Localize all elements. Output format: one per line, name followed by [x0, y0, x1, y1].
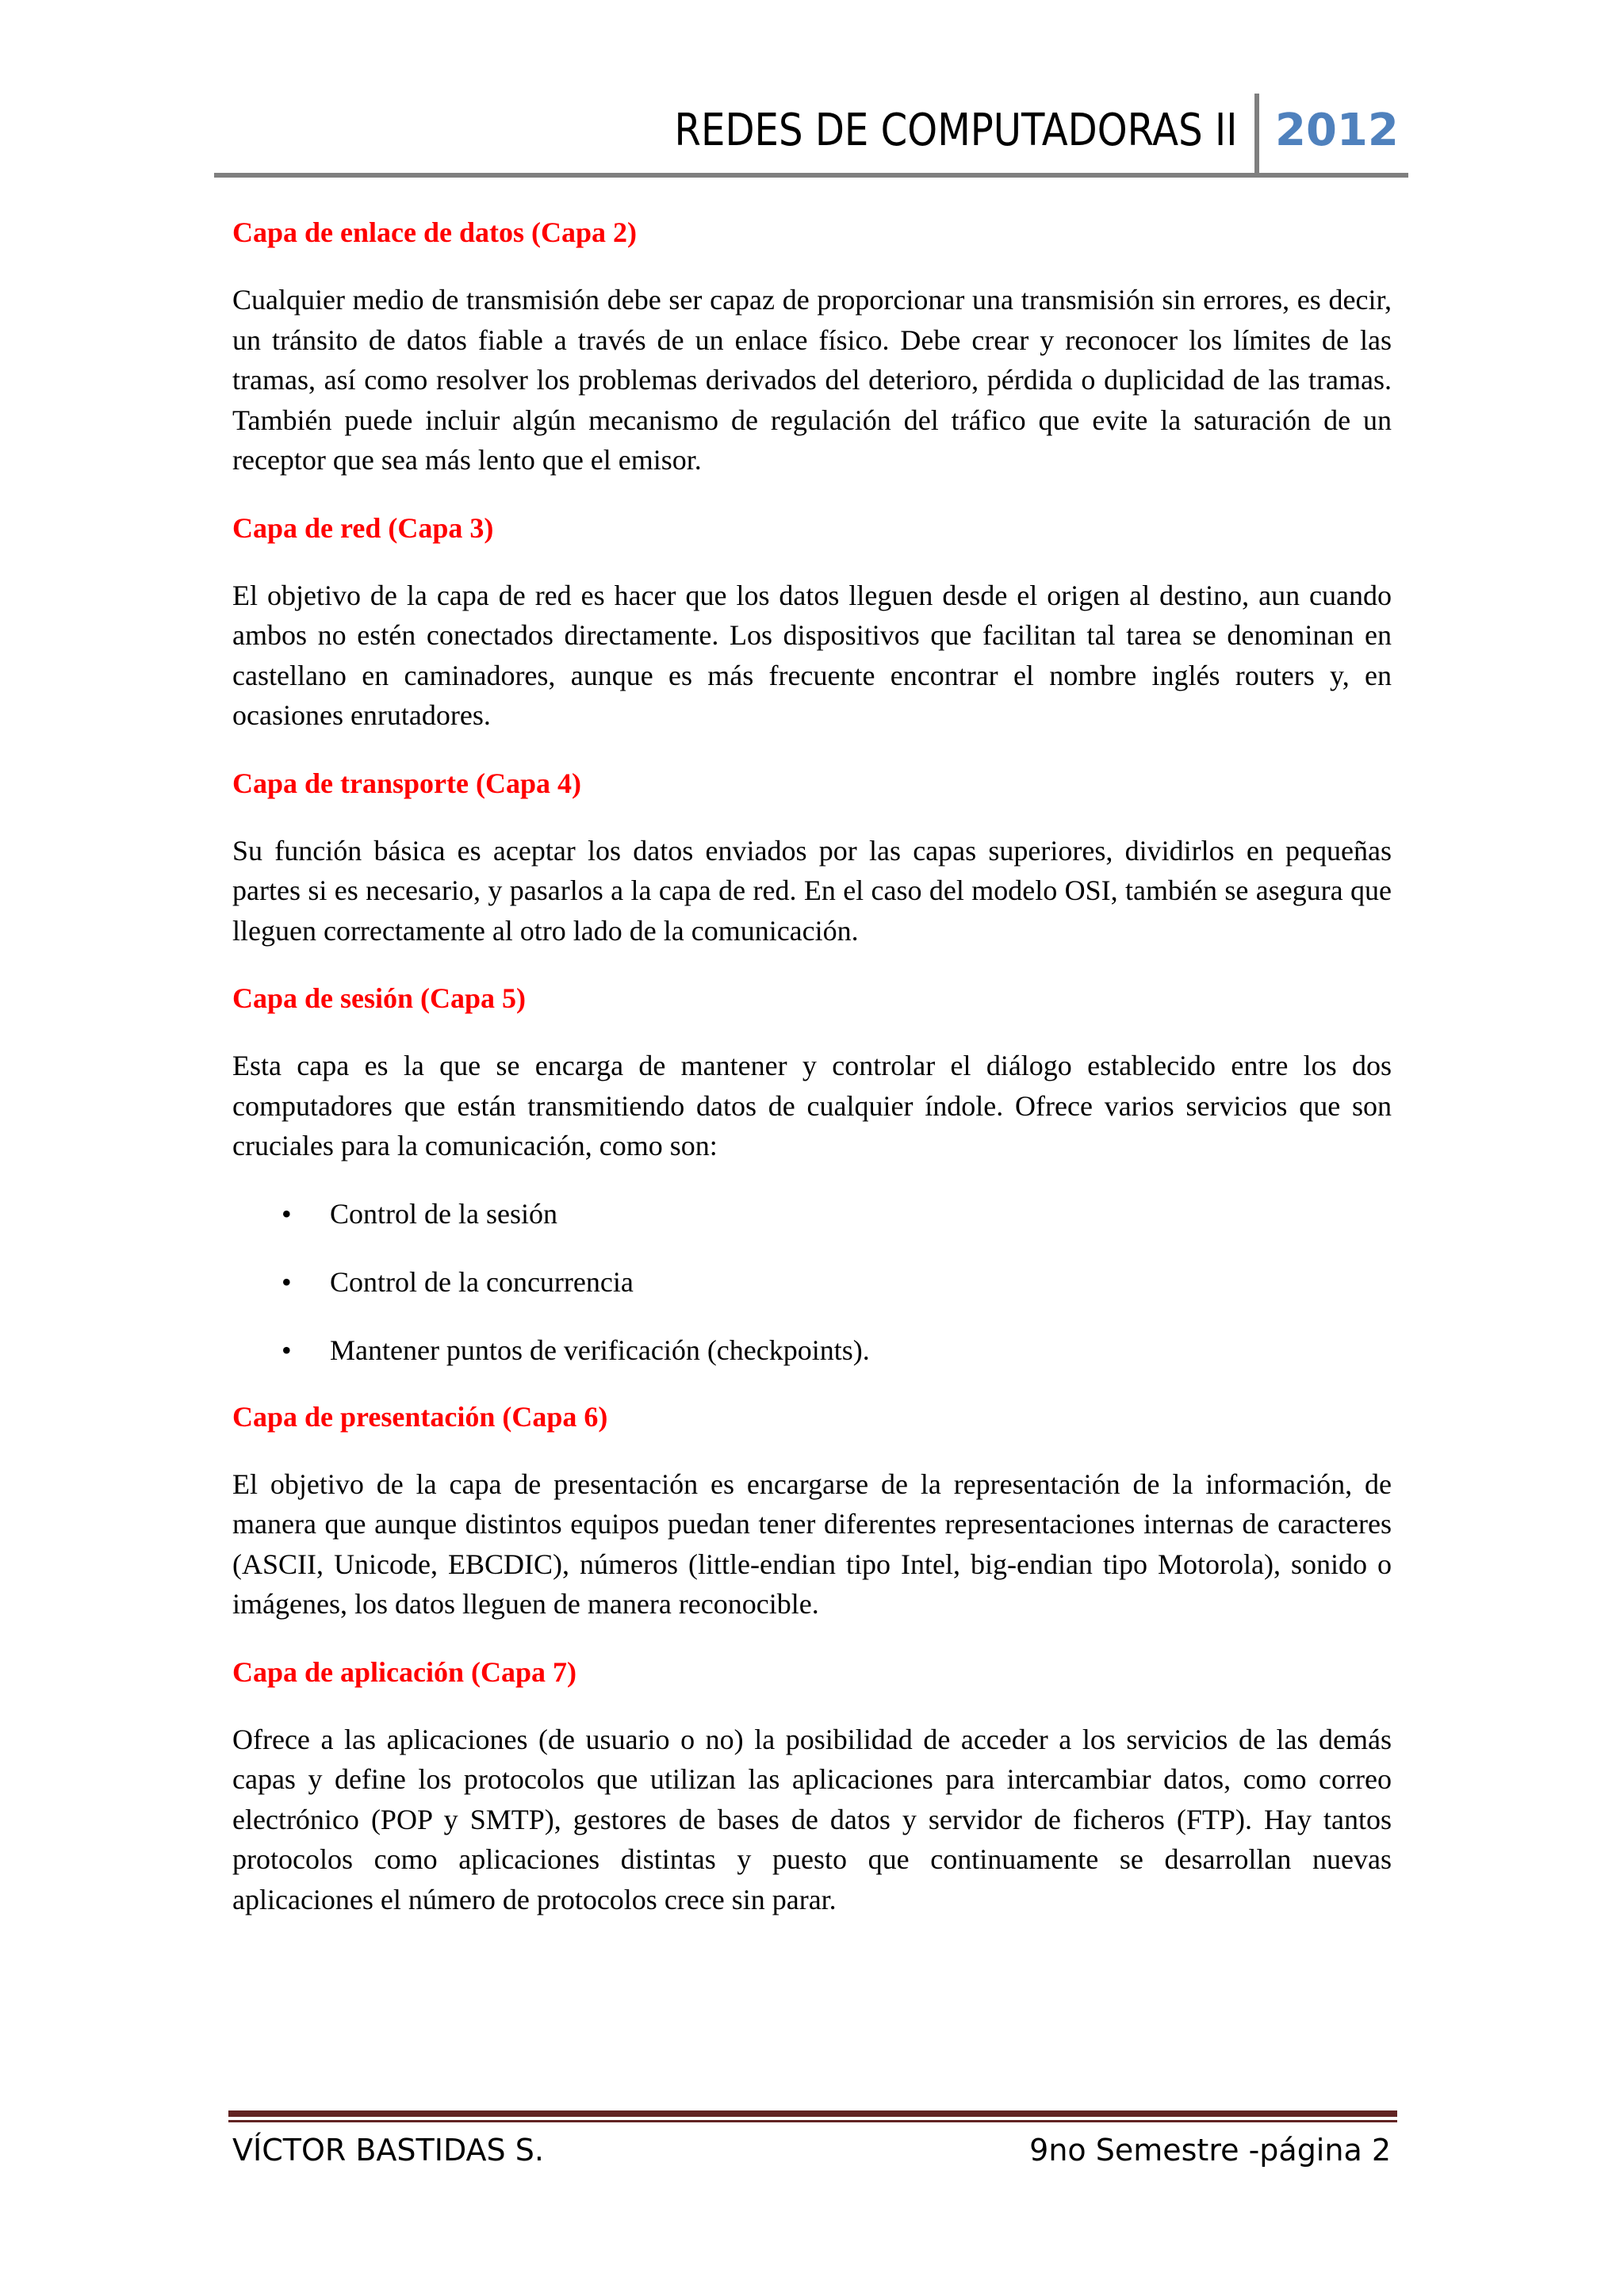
section-paragraph: Cualquier medio de transmisión debe ser capaz de proporcionar una transmisión sin errores, es decir, un tránsito de datos fiable a través de un enlace físico. Debe crear y reconocer los límites de las tramas, así como resolver los problemas derivados del deterioro, pérdida o duplicidad de las tramas. También puede incluir algún mecanismo de regulación del tráfico que evite la saturación de un receptor que sea más lento que el emisor. — [232, 284, 1392, 476]
section-paragraph: Su función básica es aceptar los datos enviados por las capas superiores, dividirlos en pequeñas partes si es necesario, y pasarlos a la capa de red. En el caso del modelo OSI, también se asegura que lleguen correctamente al otro lado de la comunicación. — [232, 834, 1392, 947]
section-heading: Capa de sesión (Capa 5) — [232, 982, 527, 1014]
page-content — [232, 212, 1392, 1947]
footer-author: VÍCTOR BASTIDAS S. — [232, 2133, 544, 2168]
section-heading: Capa de red (Capa 3) — [232, 511, 494, 544]
section-paragraph: Esta capa es la que se encarga de mantener y controlar el diálogo establecido entre los dos computadores que están transmitiendo datos de cualquier índole. Ofrece varios servicios que son cruciales para la comunicación, como son: — [232, 1050, 1392, 1161]
page-header — [214, 87, 1408, 179]
section-capa-2 — [232, 212, 1392, 480]
document-year: 2012 — [1275, 105, 1399, 156]
section-paragraph: Ofrece a las aplicaciones (de usuario o no) la posibilidad de acceder a los servicios de las demás capas y define los protocolos que utilizan las aplicaciones para intercambiar datos, como correo electrónico (POP y SMTP), gestores de bases de datos y servidor de ficheros (FTP). Hay tantos protocolos como aplicaciones distintas y puesto que continuamente se desarrollan nuevas aplicaciones el número de protocolos crece sin parar. — [232, 1723, 1392, 1915]
section-capa-3 — [232, 508, 1392, 736]
bullet-icon: • — [282, 1334, 292, 1366]
section-heading: Capa de transporte (Capa 4) — [232, 767, 581, 799]
list-item-text: Control de la concurrencia — [330, 1265, 634, 1298]
header-separator — [1254, 94, 1259, 173]
list-item — [232, 1330, 1392, 1370]
list-item — [232, 1194, 1392, 1234]
section-capa-5 — [232, 978, 1392, 1370]
footer-rule — [228, 2110, 1397, 2117]
section-paragraph: El objetivo de la capa de red es hacer que los datos lleguen desde el origen al destino, aun cuando ambos no estén conectados directamente. Los dispositivos que facilitan tal tarea se denominan en castellano en caminadores, aunque es más frecuente encontrar el nombre inglés routers y, en ocasiones enrutadores. — [232, 579, 1392, 731]
section-heading: Capa de enlace de datos (Capa 2) — [232, 216, 637, 248]
section-capa-4 — [232, 763, 1392, 951]
footer-page-number: 9no Semestre -página 2 — [1029, 2133, 1391, 2168]
section-capa-7 — [232, 1652, 1392, 1920]
header-rule — [214, 173, 1408, 178]
list-item-text: Mantener puntos de verificación (checkpoints). — [330, 1334, 870, 1366]
section-capa-6 — [232, 1397, 1392, 1624]
section-heading: Capa de aplicación (Capa 7) — [232, 1655, 577, 1688]
list-item-text: Control de la sesión — [330, 1197, 557, 1230]
footer-rule-thin — [228, 2120, 1397, 2122]
bullet-icon: • — [282, 1197, 292, 1230]
section-heading: Capa de presentación (Capa 6) — [232, 1400, 608, 1433]
document-title: REDES DE COMPUTADORAS II — [674, 105, 1237, 156]
section-paragraph: El objetivo de la capa de presentación es encargarse de la representación de la información, de manera que aunque distintos equipos puedan tener diferentes representaciones internas de caracteres (ASCII, Unicode, EBCDIC), números (little-endian tipo Intel, big-endian tipo Motorola), sonido o imágenes, los datos lleguen de manera reconocible. — [232, 1468, 1392, 1620]
session-services-list — [232, 1194, 1392, 1370]
bullet-icon: • — [282, 1265, 292, 1298]
list-item — [232, 1262, 1392, 1302]
